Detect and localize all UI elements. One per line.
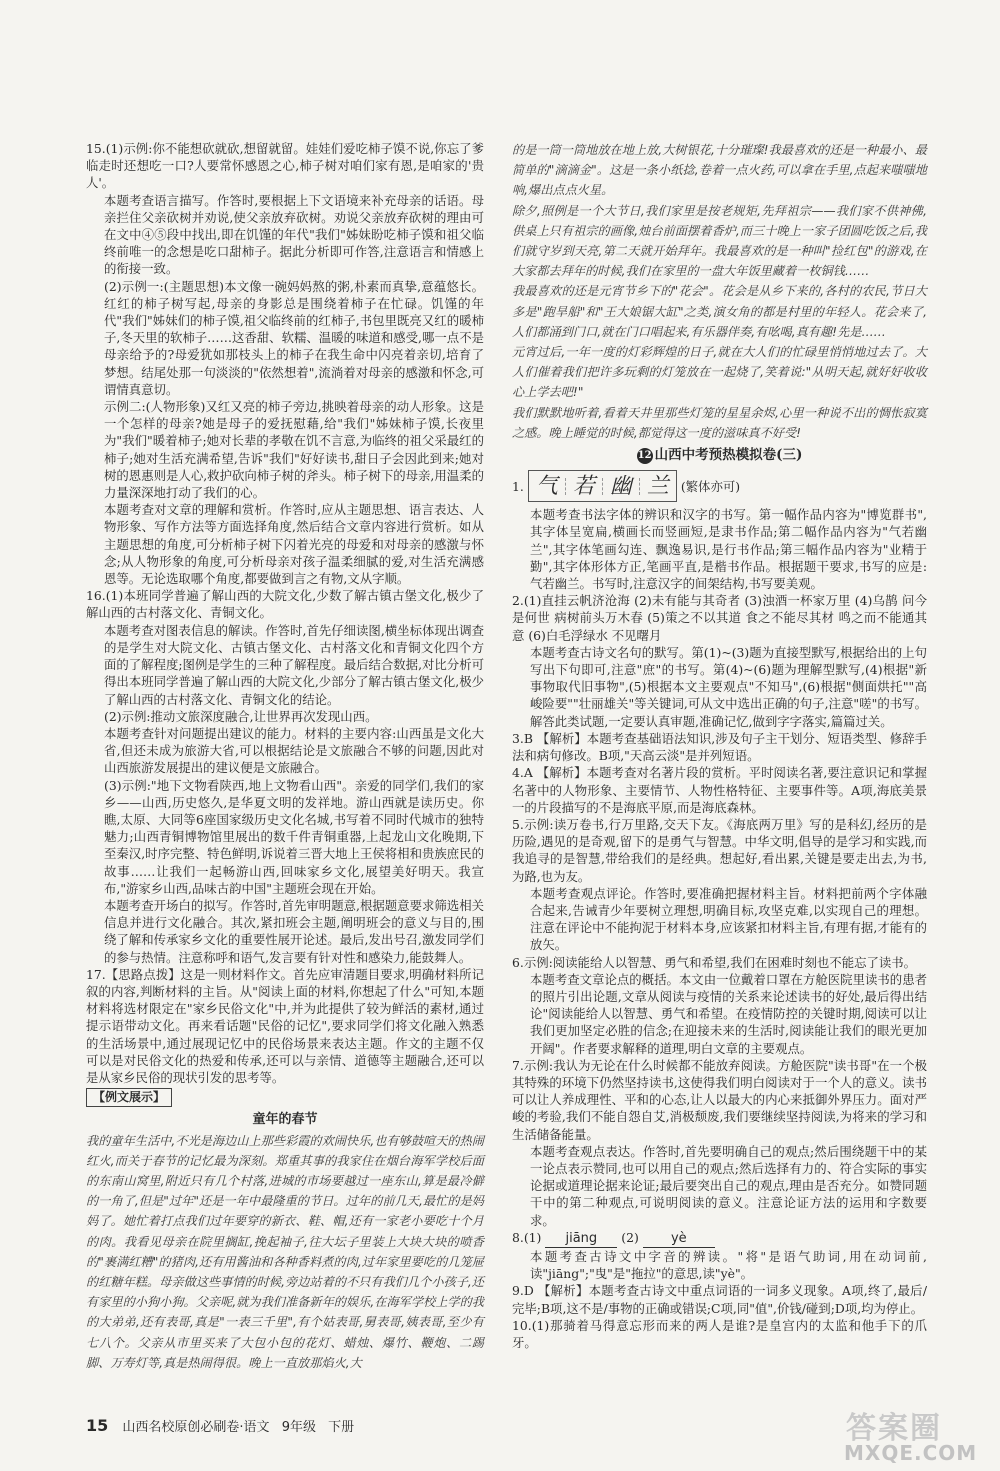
- essay-title: 童年的春节: [252, 1112, 318, 1128]
- q6-analysis: 本题考查文章论点的概括。本文由一位戴着口罩在方舱医院里读书的患者的照片引出论题,文章从阅读与疫情的关系来论述读书的好处,最后得出结论"阅读能给人以智慧、勇气和希望。在疫情防控的关键时期,阅读可以让我们更加坚定必胜的信念;在迎接未来的生活时,阅读能让我们的眼光更加开阔"。作者要求解释的道理,明白文章的主要观点。: [530, 971, 927, 1056]
- q5-analysis: 本题考查观点评论。作答时,要准确把握材料主旨。材料把前两个字体融合起来,告诫青少年要树立理想,明确目标,攻坚克难,以实现自己的理想。注意在评论中不能拘泥于材料本身,应该紧扣材料主旨,有理有据,才能有的放矢。: [530, 885, 927, 953]
- section-title: [512, 447, 927, 464]
- q15-2: (2)示例一:(主题思想)本文像一碗妈妈熬的粥,朴素而真挚,意蕴悠长。红红的柿子树写起,母亲的身影总是围绕着柿子在忙碌。饥馑的年代"我们"姊妹们的柿子馍,祖父临终前的红柿子,书包里既亮又红的暖柿子,冬天里的软柿子……这香甜、软糯、温暖的味道和感受,哪一点不是母亲给予的?母爱犹如那枝头上的柿子在我生命中闪亮着亲切,培育了梦想。结尾处那一句淡淡的"依然想着",流淌着对母亲的感激和怀念,可谓情真意切。: [104, 278, 484, 397]
- q10: 10.(1)那骑着马得意忘形而来的两人是谁?是皇宫内的太监和他手下的爪牙。: [512, 1317, 927, 1350]
- q2-analysis: 本题考查古诗文名句的默写。第(1)~(3)题为直接型默写,根据给出的上句写出下句即可,注意"庶"的书写。第(4)~(6)题为理解型默写,(4)根据"新事物取代旧事物",(5)根据本文主要观点"不知马",(6)根据"侧面烘托""高峻险要""壮丽雄关"等关键词,可从文中选出正确的句子,注意"嗟"的书写。解答此类试题,一定要认真审题,准确记忆,做到字字落实,篇篇过关。: [530, 644, 927, 729]
- page-footer: [86, 1416, 362, 1435]
- q8: [512, 1229, 927, 1248]
- q8-label-1: 8.(1): [512, 1229, 542, 1245]
- essay-cont-3: 我最喜欢的还是元宵节乡下的"花会"。花会是从乡下来的,各村的农民,节日大多是"跑旱船"和"王大娘锯大缸"之类,演女角的都是村里的年轻人。花会来了,人们都涌到门口,就在门口唱起来,有乐器伴奏,有吆喝,真有趣!先是……: [512, 284, 927, 339]
- calligraphy-char: 若: [566, 478, 603, 495]
- volume-label: 下册: [328, 1420, 355, 1435]
- q16-2: (2)示例:推动文旅深度融合,让世界再次发现山西。: [104, 708, 378, 724]
- calligraphy-box: [528, 470, 677, 502]
- q15-2b: 示例二:(人物形象)又红又亮的柿子旁边,挑映着母亲的动人形象。这是一个怎样的母亲?她是母子的爱抚慰藉,给"我们"姊妹柿子馍,长夜里为"我们"暖着柿子;她对长辈的孝敬在饥不言意,为临终的祖父采最红的柿子;她对生活充满希望,告诉"我们"好好读书,甜日子会因此到来;她对树的恩惠则是人心,救护砍向柿子树的斧头。柿子树下的母亲,用温柔的力量深深地打动了我们的心。: [104, 399, 484, 501]
- q7: 7.示例:我认为无论在什么时候都不能放弃阅读。方舱医院"读书哥"在一个极其特殊的环境下仍然坚持读书,这使得我们明白阅读对于一个人的意义。读书可以让人养成理性、平和的心态,让人以最大的内心来抵御外界压力。面对严峻的考验,我们不能自怨自艾,消极颓废,我们要继续坚持阅读,为将来的学习和生活储备能量。: [512, 1057, 927, 1142]
- example-badge: 【例文展示】: [86, 1088, 172, 1107]
- q17: 17.【思路点拨】这是一则材料作文。首先应审清题目要求,明确材料所记叙的内容,判断材料的主旨。从"阅读上面的材料,你想起了什么"可知,本题材料将选材限定在"家乡民俗文化"中,并为此提供了较为鲜活的素材,通过提示语带动文化。再来看话题"民俗的记忆",要求同学们将文化融入熟悉的生活场景中,通过展现记忆中的民俗场景来表达主题。作文的主题不仅可以是对民俗文化的热爱和传承,还可以与亲情、道德等主题融合,还可以是从家乡民俗的现状引发的思考等。: [86, 966, 484, 1085]
- watermark-text-cn: 答案圈: [846, 1411, 942, 1446]
- calligraphy-char: 幽: [603, 478, 640, 495]
- q8-pinyin-1: jiāng: [545, 1230, 617, 1248]
- essay-cont-1: 的是一筒一筒地放在地上放,大树银花,十分璀璨!我最喜欢的还是一种最小、最简单的"滴滴金"。这是一条小纸捻,卷着一点火药,可以拿在手里,点起来嗤嗤地响,爆出点点火星。: [512, 143, 927, 198]
- watermark-logo: [836, 1403, 986, 1467]
- q6: 6.示例:阅读能给人以智慧、勇气和希望,我们在困难时刻也不能忘了读书。: [512, 954, 917, 970]
- grade-label: 9年级: [281, 1420, 316, 1435]
- q3: 3.B 【解析】本题考查基础语法知识,涉及句子主干划分、短语类型、修辞手法和病句修改。B项,"天高云淡"是并列短语。: [512, 730, 927, 764]
- q16-1-analysis: 本题考查对图表信息的解读。作答时,首先仔细读图,横坐标体现出调查的是学生对大院文化、古镇古堡文化、古村落文化和青铜文化四个方面的了解程度;图例是学生的三种了解程度。最后结合数据,对比分析可得出本班同学普遍了解山西的大院文化,少部分了解古镇古堡文化,极少了解山西的古村落文化、青铜文化的结论。: [104, 622, 484, 707]
- calligraphy-note: (繁体亦可): [680, 478, 741, 494]
- q16-3: (3)示例:"地下文物看陕西,地上文物看山西"。亲爱的同学们,我们的家乡——山西,历史悠久,是华夏文明的发祥地。游山西就是读历史。你瞧,太原、大同等6座国家级历史文化名城,书写着不同时代城市的独特魅力;山西青铜博物馆里展出的数千件青铜重器,上起龙山文化晚期,下至秦汉,时序完整、特色鲜明,诉说着三晋大地上王侯将相和贵族庶民的故事……让我们一起畅游山西,回味家乡文化,展望美好明天。我宣布,"游家乡山西,品味古韵中国"主题班会现在开始。: [104, 777, 484, 896]
- essay-cont-2: 除夕,照例是一个大节日,我们家里是按老规矩,先拜祖宗——我们家不供神佛,供桌上只有祖宗的画像,烛台前面摆着香炉,而三十晚上一家子团圆吃饭之后,我们就守岁到天亮,第二天就开始拜年。我最喜欢的是一种叫"捡红包"的游戏,在大家都去拜年的时候,我们在家里的一盘大年饭里藏着一枚铜钱……: [512, 203, 927, 279]
- right-column: [512, 140, 927, 1351]
- q8-analysis: 本题考查古诗文中字音的辨读。"将"是语气助词,用在动词前,读"jiāng";"曳"是"拖拉"的意思,读"yè"。: [530, 1248, 927, 1282]
- q15-1-analysis: 本题考查语言描写。作答时,要根据上下文语境来补充母亲的话语。母亲拦住父亲砍树并劝说,使父亲放弃砍树。劝说父亲放弃砍树的理由可在文中④⑤段中找出,即在饥馑的年代"我们"姊妹盼吃柿子馍和祖父临终前唯一的念想是吃口甜柿子。据此分析即可作答,注意语言和情感上的衔接一致。: [104, 192, 484, 277]
- page-number: 15: [86, 1416, 109, 1435]
- q1-analysis: 本题考查书法字体的辨识和汉字的书写。第一幅作品内容为"博览群书",其字体呈宽扁,横画长而竖画短,是隶书作品;第二幅作品内容为"气若幽兰",其字体笔画勾连、飘逸易识,是行书作品;第三幅作品内容为"业精于勤",其字体形体方正,笔画平直,是楷书作品。根据题干要求,书写的应是:气若幽兰。书写时,注意汉字的间架结构,书写要美观。: [530, 507, 927, 592]
- calligraphy-answer: [512, 470, 740, 502]
- essay-cont-5: 我们默默地听着,看着天井里那些灯笼的星星余烬,心里一种说不出的惆怅寂寞之感。晚上睡觉的时候,都觉得这一度的滋味真不好受!: [512, 405, 927, 440]
- q2: 2.(1)直挂云帆济沧海 (2)未有能与其奇者 (3)浊酒一杯家万里 (4)乌鹊 问今是何世 病树前头万木春 (5)策之不以其道 食之不能尽其材 鸣之而不能通其意 (6)白毛浮绿水 不见曙月: [512, 593, 927, 643]
- book-title: 山西名校原创必刷卷·语文: [122, 1420, 270, 1435]
- section-number-badge: 12: [637, 448, 653, 464]
- q8-label-2: (2): [621, 1229, 639, 1245]
- q9: 9.D 【解析】本题考查古诗文中重点词语的一词多义现象。A项,终了,最后/完毕;B项,这不是/事物的正确或错误;C项,同"值",价钱/碰到;D项,均为停止。: [512, 1283, 927, 1316]
- left-column: [86, 140, 484, 1373]
- q15-1: 15.(1)示例:你不能想砍就砍,想留就留。娃娃们爱吃柿子馍不说,你忘了爹临走时还想吃一口?人要常怀感恩之心,柿子树对咱们家有恩,是咱家的'贵人'。: [86, 141, 484, 191]
- section-title-text: 山西中考预热模拟卷(三): [654, 447, 803, 464]
- q15-2-analysis: 本题考查对文章的理解和赏析。作答时,应从主题思想、语言表达、人物形象、写作方法等方面选择角度,然后结合文章内容进行赏析。如从主题思想的角度,可分析柿子树下闪着光亮的母爱和对母亲的感激与怀念;从人物形象的角度,可分析母亲对孩子温柔细腻的爱,对生活充满感恩等。无论选取哪个角度,都要做到言之有物,文从字顺。: [104, 502, 484, 587]
- q16-3-analysis: 本题考查开场白的拟写。作答时,首先审明题意,根据题意要求筛选相关信息并进行文化融合。其次,紧扣班会主题,阐明班会的意义与目的,围绕了解和传承家乡文化的重要性展开论述。最后,发出号召,激发同学们的参与热情。注意称呼和语气,发言要有针对性和感染力,能鼓舞人。: [104, 897, 484, 965]
- essay-cont-4: 元宵过后,一年一度的灯彩辉煌的日子,就在大人们的忙碌里悄悄地过去了。大人们催着我们把许多玩剩的灯笼放在一起烧了,笑着说:"从明天起,就好好收收心上学去吧!": [512, 345, 927, 400]
- q4: 4.A 【解析】本题考查对名著片段的赏析。平时阅读名著,要注意识记和掌握名著中的人物形象、主要情节、人物性格特征、主要事件等。A项,海底美景一的片段描写的不是海底平原,而是海底森林。: [512, 765, 927, 815]
- q16-1: 16.(1)本班同学普遍了解山西的大院文化,少数了解古镇古堡文化,极少了解山西的古村落文化、青铜文化。: [86, 588, 484, 621]
- q1-label: 1.: [512, 478, 524, 494]
- q7-analysis: 本题考查观点表达。作答时,首先要明确自己的观点;然后围绕题干中的某一论点表示赞同,也可以用自己的观点;然后选择有力的、符合实际的事实论据或道理论据来论证;最后要突出自己的观点,理由是否充分。如赞同题干中的第二种观点,可说明阅读的意义。注意论证方法的运用和字数要求。: [530, 1143, 927, 1228]
- q16-2-analysis: 本题考查针对问题提出建议的能力。材料的主要内容:山西虽是文化大省,但还未成为旅游大省,可以根据结论是文旅融合不够的问题,因此对山西旅游发展提出的建议便是文旅融合。: [104, 725, 484, 776]
- essay-text: 我的童年生活中,不光是海边山上那些彩霞的欢闹快乐,也有够鼓喧天的热闹红火,而关于春节的记忆最为深刻。郑重其事的我家住在烟台海军学校后面的东南山窝里,附近只有几个村落,进城的市场要越过一座东山,算是最冷僻的一角了,但是"过年"还是一年中最隆重的节日。过年的前几天,最忙的是妈妈了。她忙着打点我们过年要穿的新衣、鞋、帽,还有一家老小要吃十个月的肉。我看见母亲在院里搁缸,挽起袖子,往大坛子里装上大块大块的喷香的"裹满红糟"的猪肉,还有用酱油和各种香料煮的肉,过年家里要吃的几笼屉的红糖年糕。母亲做这些事情的时候,旁边站着的不只有我们几个小孩子,还有家里的小狗小狗。父亲呢,就为我们准备新年的娱乐,在海军学校上学的我的大弟弟,还有表哥,真是"一表三千里",有个姑表哥,舅表哥,姨表哥,至少有七八个。父亲从市里买来了大包小包的花灯、蜡烛、爆竹、鞭炮、二踢脚、万寿灯等,真是热闹得很。晚上一直放那焰火,大: [86, 1133, 484, 1370]
- watermark-text-en: MXQE.COM: [844, 1441, 978, 1465]
- q5: 5.示例:读万卷书,行万里路,交天下友。《海底两万里》写的是科幻,经历的是历险,遇见的是奇观,留下的是勇气与智慧。中华文明,倡导的是学习和实践,而我追寻的是智慧,带给我们的是经典。想起好,看出累,关键是要走出去,为书,为路,也为友。: [512, 816, 927, 884]
- calligraphy-char: 兰: [646, 473, 669, 499]
- calligraphy-char: 气: [529, 478, 566, 495]
- q8-pinyin-2: yè: [643, 1230, 715, 1248]
